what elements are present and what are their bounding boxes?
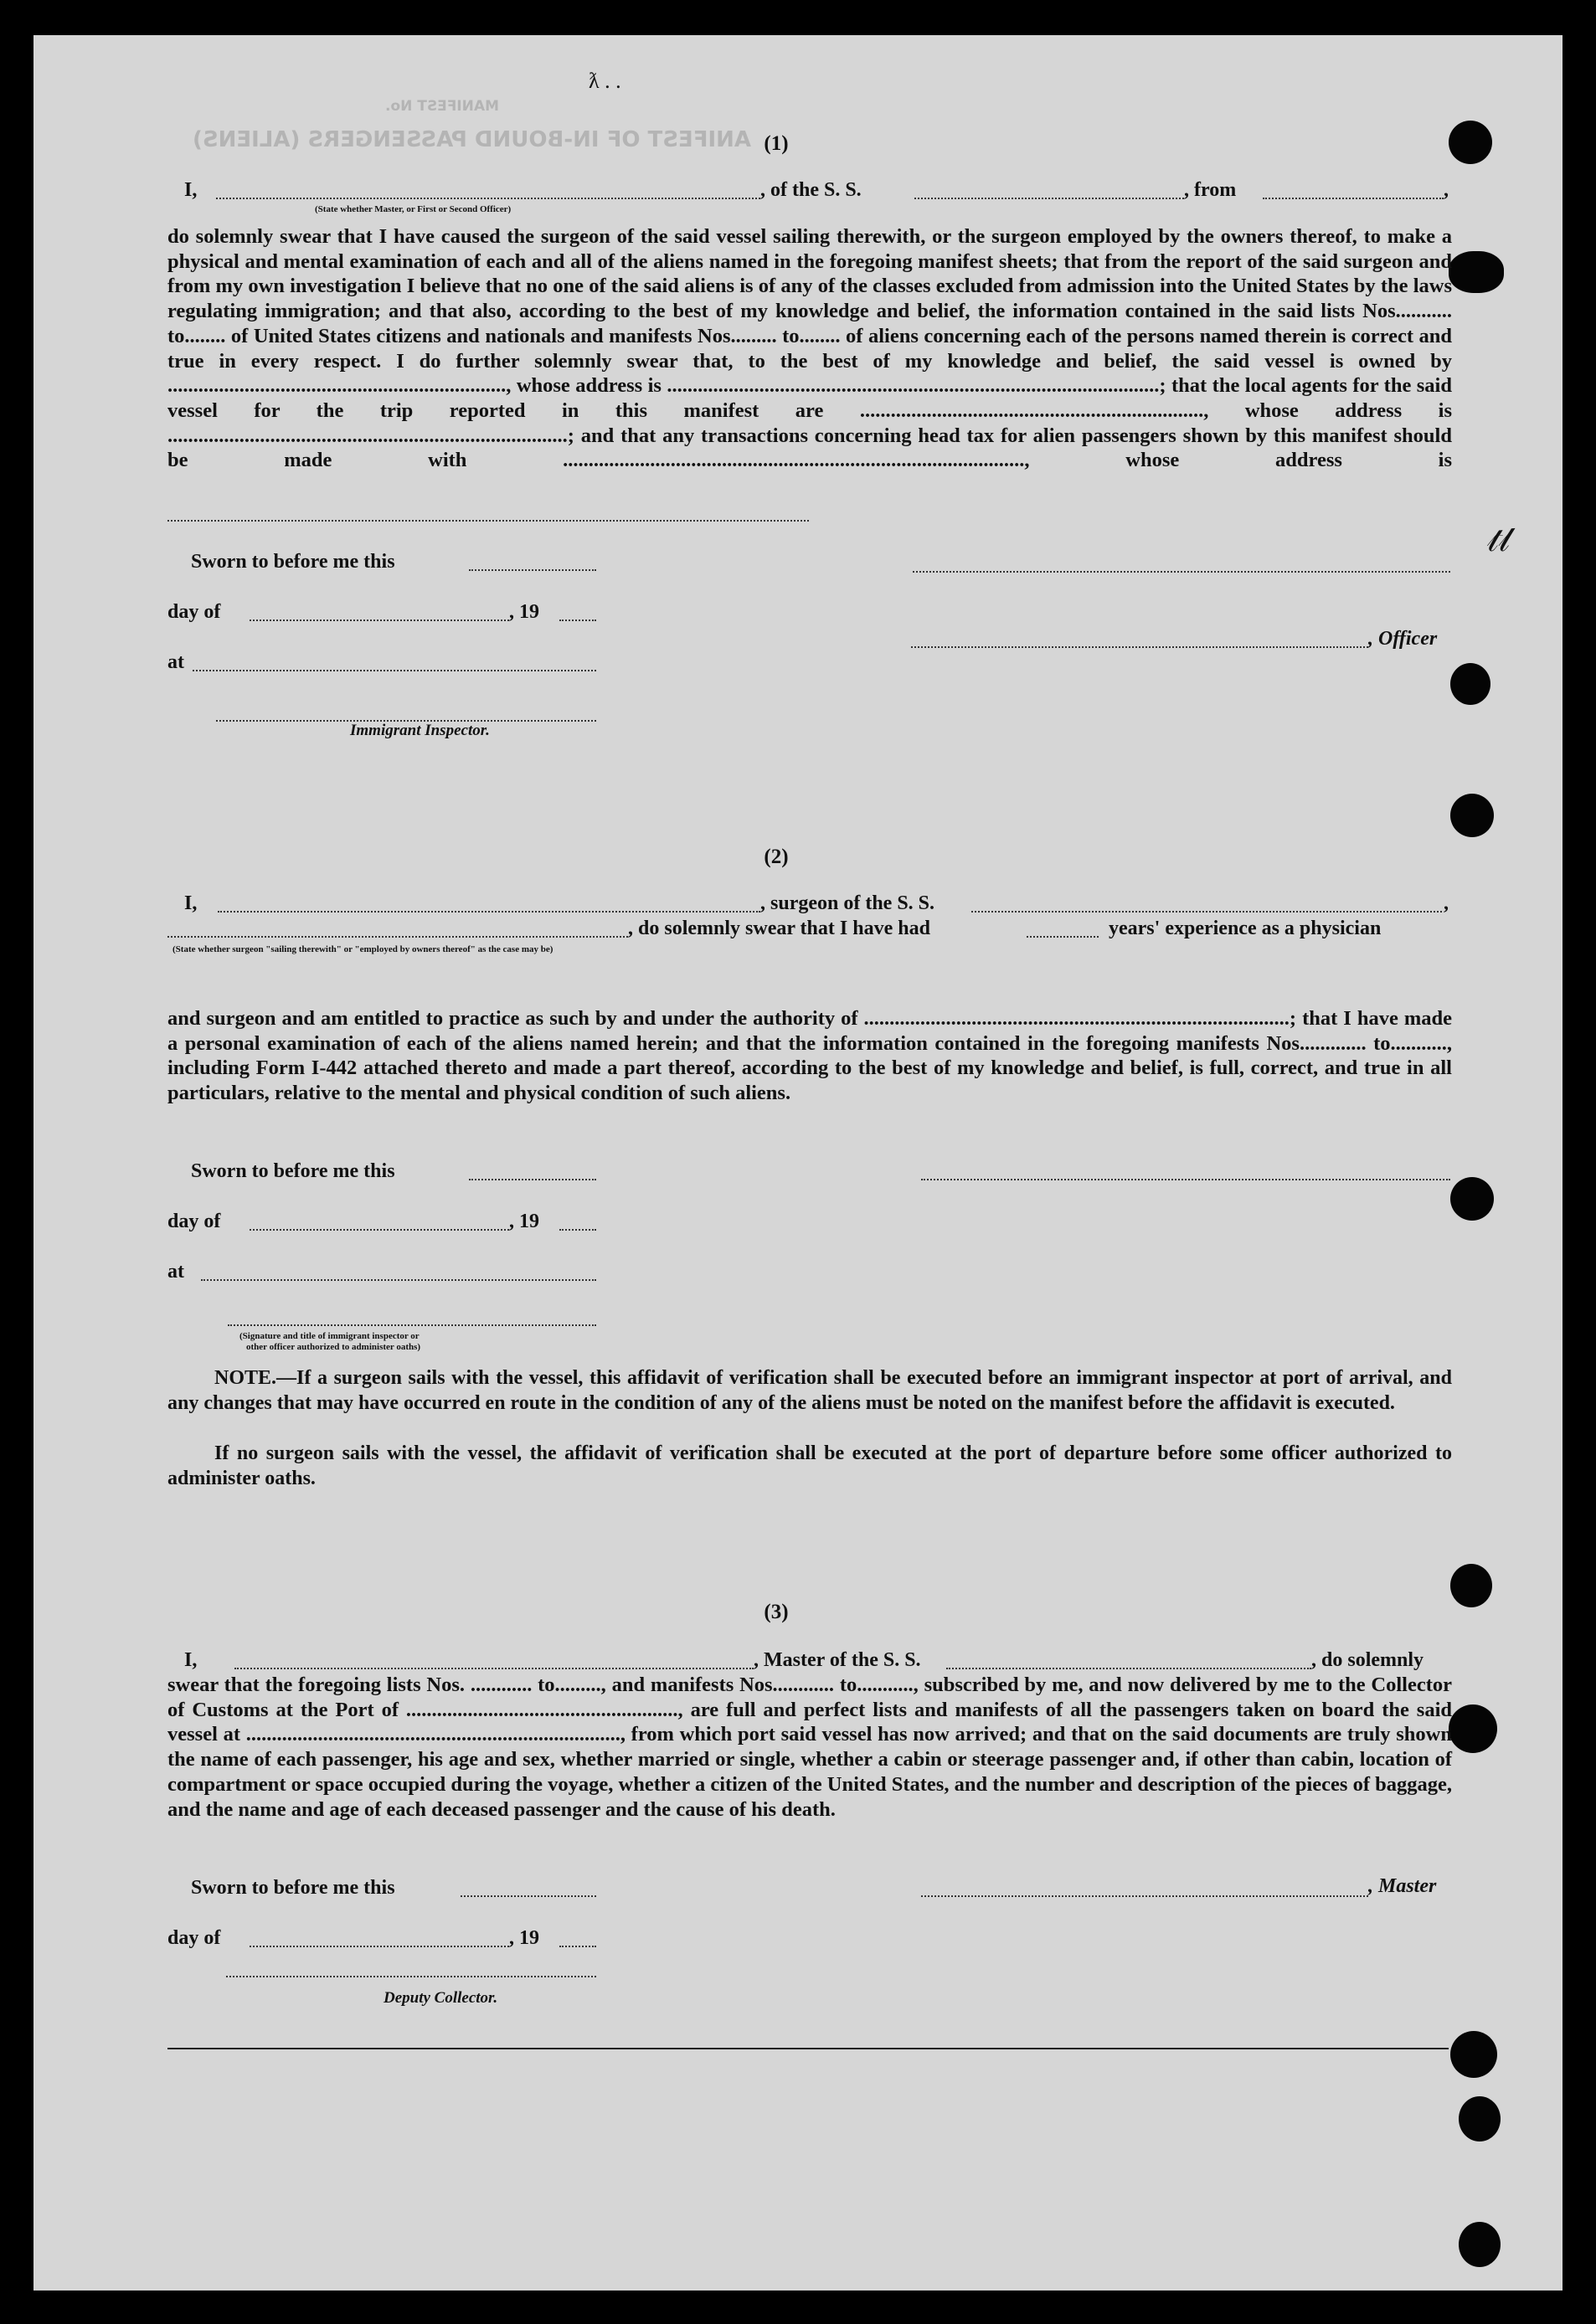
section-3-number: (3)	[764, 1601, 789, 1623]
master-name-blank-3	[234, 1668, 754, 1669]
at-place-blank-2	[201, 1279, 596, 1281]
punch-hole-icon	[1449, 1704, 1497, 1753]
sworn-label-3: Sworn to before me this	[191, 1877, 395, 1899]
ship-name-blank	[914, 198, 1184, 199]
no-surgeon-note-paragraph: If no surgeon sails with the vessel, the affidavit of verification shall be executed at the port of departure before some officer authorized to administer oaths.	[167, 1442, 1452, 1489]
day-of-blank-1	[250, 620, 509, 621]
master-note: (State whether Master, or First or Second Officer)	[315, 204, 512, 214]
at-place-blank-1	[193, 670, 596, 671]
punch-hole-icon	[1449, 251, 1504, 293]
surgeon-ship-blank	[971, 911, 1442, 913]
deputy-collector-label: Deputy Collector.	[384, 1989, 498, 2007]
master-label: , Master	[1368, 1875, 1437, 1897]
day-of-label-3: day of	[167, 1927, 221, 1949]
sworn-date-blank-1	[469, 569, 596, 571]
sworn-label-1: Sworn to before me this	[191, 551, 395, 573]
surgeon-status-blank	[167, 936, 628, 938]
section-1-number: (1)	[764, 132, 789, 155]
day-of-label-1: day of	[167, 601, 221, 623]
surgeon-signature-blank	[921, 1179, 1450, 1180]
section-3-i: I,	[184, 1649, 198, 1671]
day-of-label-2: day of	[167, 1211, 221, 1232]
master-signature-blank	[921, 1895, 1368, 1897]
day-of-blank-3	[250, 1946, 509, 1947]
officer-signature-blank	[911, 646, 1368, 648]
signature-note-line-2: other officer authorized to administer oaths)	[246, 1342, 421, 1352]
bottom-rule	[167, 2048, 1449, 2049]
note-text: —If a surgeon sails with the vessel, this affidavit of verification shall be executed before an immigrant inspector at port of arrival, and any changes that may have occurred en route in the condition of any of the aliens must be noted on the manifest before the affidavit is executed.	[167, 1367, 1452, 1414]
from-port-blank	[1263, 198, 1444, 199]
master-name-blank	[216, 198, 760, 199]
inspector-signature-blank-2	[228, 1324, 596, 1326]
section-1-comma: ,	[1444, 179, 1449, 201]
punch-hole-icon	[1449, 121, 1492, 164]
immigrant-inspector-label: Immigrant Inspector.	[350, 722, 490, 739]
year-blank-2	[559, 1229, 596, 1231]
punch-hole-icon	[1450, 1564, 1492, 1607]
officer-label: , Officer	[1368, 628, 1438, 650]
section-3-solemnly: , do solemnly	[1311, 1649, 1424, 1671]
punch-hole-icon	[1450, 2031, 1497, 2078]
note-label: NOTE.	[214, 1367, 277, 1389]
year-label-2: , 19	[509, 1211, 539, 1232]
year-label-3: , 19	[509, 1927, 539, 1949]
signature-note-line-1: (Signature and title of immigrant inspector or	[239, 1331, 420, 1341]
section-2-surgeon-of: , surgeon of the S. S.	[760, 892, 935, 914]
bleed-through-manifest-no: MANIFEST No.	[385, 98, 499, 115]
years-experience-blank	[1027, 936, 1099, 938]
section-1-from: , from	[1184, 179, 1237, 201]
day-of-blank-2	[250, 1229, 509, 1231]
ship-name-blank-3	[946, 1668, 1311, 1669]
section-2-line2a: , do solemnly swear that I have had	[628, 918, 930, 939]
section-2-oath-text: and surgeon and am entitled to practice as such by and under the authority of ...................................................................................; that I have made a personal examination of each of the aliens named herein; and that the information contained in the foregoing manifests Nos............. to..........., including Form I-442 attached thereto and made a part thereof, according to the best of my knowledge and belief, is full, correct, and true in all particulars, relative to the mental and physical condition of such aliens.	[167, 1007, 1452, 1105]
surgeon-note-paragraph	[167, 1366, 1452, 1416]
bleed-through-header: ANIFEST OF IN-BOUND PASSENGERS (ALIENS)	[193, 127, 752, 152]
deputy-signature-blank	[226, 1976, 596, 1977]
section-2-comma: ,	[1444, 892, 1449, 914]
punch-hole-icon	[1459, 2096, 1501, 2141]
section-1-of-ss: , of the S. S.	[760, 179, 862, 201]
section-2-number: (2)	[764, 846, 789, 868]
sworn-date-blank-3	[461, 1895, 596, 1897]
punch-hole-icon	[1450, 1177, 1494, 1221]
section-1-i: I,	[184, 179, 198, 201]
sworn-label-2: Sworn to before me this	[191, 1160, 395, 1182]
year-label-1: , 19	[509, 601, 539, 623]
address-continuation-blank	[167, 520, 809, 522]
surgeon-note: (State whether surgeon "sailing therewith" or "employed by owners thereof" as the case may be)	[172, 944, 553, 954]
section-3-oath-text: swear that the foregoing lists Nos. ............ to........., and manifests Nos............ to..........., subscribed by me, and now delivered by me to the Collector of Customs at the Port of ....................................................., are full and perfect lists and manifests of all the passengers taken on board the said vessel at ........................................................................., from which port said vessel has now arrived; and that on the said documents are truly shown the name of each passenger, his age and sex, whether married or single, whether a cabin or steerage passenger and, if other than cabin, location of compartment or space occupied during the voyage, whether a citizen of the United States, and the number and description of the pieces of baggage, and the name and age of each deceased passenger and the cause of his death.	[167, 1674, 1452, 1821]
punch-hole-icon	[1459, 2222, 1501, 2267]
surgeon-name-blank	[218, 911, 760, 913]
section-2-line2b: years' experience as a physician	[1109, 918, 1382, 939]
at-label-2: at	[167, 1261, 184, 1283]
punch-hole-icon	[1450, 663, 1490, 705]
officer-signature-blank-top	[913, 571, 1450, 573]
year-blank-1	[559, 620, 596, 621]
at-label-1: at	[167, 651, 184, 673]
edge-mark: 𝓉𝓁	[1487, 521, 1510, 558]
sworn-date-blank-2	[469, 1179, 596, 1180]
year-blank-3	[559, 1946, 596, 1947]
pencil-scribble: ƛ . .	[589, 69, 621, 93]
manifest-back-page	[33, 35, 1563, 2291]
section-1-oath-text: do solemnly swear that I have caused the surgeon of the said vessel sailing therewith, or the surgeon employed by the owners thereof, to make a physical and mental examination of each and all of the aliens named in the foregoing manifest sheets; that from the report of the said surgeon and from my own investigation I believe that no one of the said aliens is of any of the classes excluded from admission into the United States by the laws regulating immigration; and that also, according to the best of my knowledge and belief, the information contained in the said lists Nos........... to........ of United States citizens and nationals and manifests Nos......... to........ of aliens concerning each of the persons named therein is correct and true in every respect. I do further solemnly swear that, to the best of my knowledge and belief, the said vessel is owned by .................................................................., whose address is ................................................................................................; that the local agents for the said vessel for the trip reported in this manifest are ..................................................................., whose address is ..............................................................................; and that any transactions concerning head tax for alien passengers shown by this manifest should be made with .........................................................................................., whose address is	[167, 225, 1452, 472]
punch-hole-icon	[1450, 794, 1494, 837]
section-3-master-of: , Master of the S. S.	[754, 1649, 921, 1671]
section-2-i: I,	[184, 892, 198, 914]
